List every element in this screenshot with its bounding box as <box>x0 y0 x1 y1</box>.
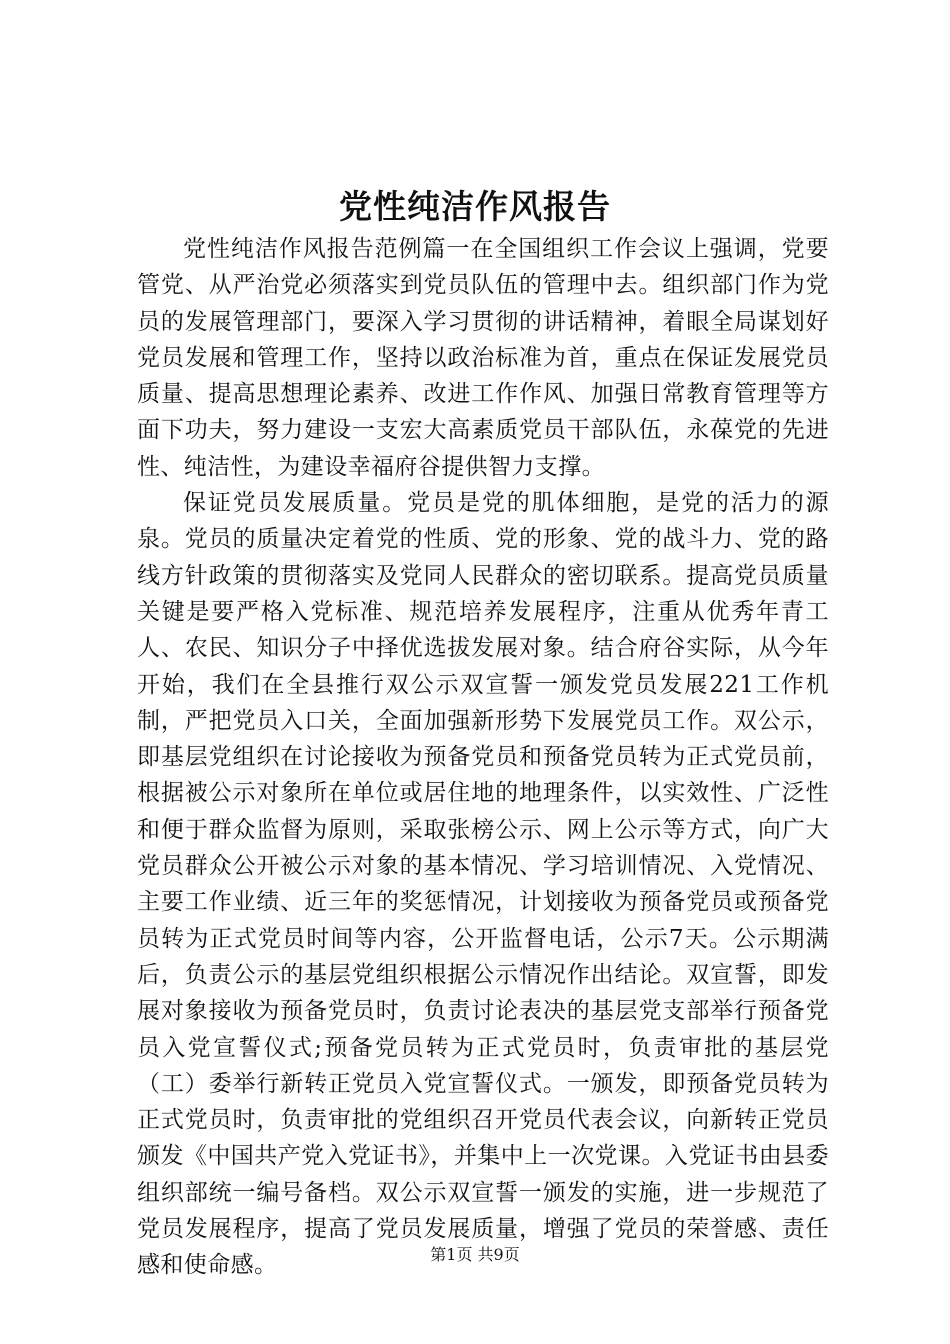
body-paragraph-2: 保证党员发展质量。党员是党的肌体细胞，是党的活力的源泉。党员的质量决定着党的性质、党的形象、党的战斗力、党的路线方针政策的贯彻落实及党同人民群众的密切联系。提高党员质量关键是要严格入党标准、规范培养发展程序，注重从优秀年青工人、农民、知识分子中择优选拔发展对象。结合府谷实际，从今年开始，我们在全县推行双公示双宣誓一颁发党员发展221工作机制，严把党员入口关，全面加强新形势下发展党员工作。双公示，即基层党组织在讨论接收为预备党员和预备党员转为正式党员前，根据被公示对象所在单位或居住地的地理条件，以实效性、广泛性和便于群众监督为原则，采取张榜公示、网上公示等方式，向广大党员群众公开被公示对象的基本情况、学习培训情况、入党情况、主要工作业绩、近三年的奖惩情况，计划接收为预备党员或预备党员转为正式党员时间等内容，公开监督电话，公示7天。公示期满后，负责公示的基层党组织根据公示情况作出结论。双宣誓，即发展对象接收为预备党员时，负责讨论表决的基层党支部举行预备党员入党宣誓仪式;预备党员转为正式党员时，负责审批的基层党（工）委举行新转正党员入党宣誓仪式。一颁发，即预备党员转为正式党员时，负责审批的党组织召开党员代表会议，向新转正党员颁发《中国共产党入党证书》，并集中上一次党课。入党证书由县委组织部统一编号备档。双公示双宣誓一颁发的实施，进一步规范了党员发展程序，提高了党员发展质量，增强了党员的荣誉感、责任感和使命感。 <box>137 490 829 1279</box>
document-title: 党性纯洁作风报告 <box>339 187 611 226</box>
document-body <box>137 231 829 1284</box>
page-footer: 第1页 共9页 <box>430 1245 520 1264</box>
body-paragraph-1: 党性纯洁作风报告范例篇一在全国组织工作会议上强调，党要管党、从严治党必须落实到党员队伍的管理中去。组织部门作为党员的发展管理部门，要深入学习贯彻的讲话精神，着眼全局谋划好党员发展和管理工作，坚持以政治标准为首，重点在保证发展党员质量、提高思想理论素养、改进工作作风、加强日常教育管理等方面下功夫，努力建设一支宏大高素质党员干部队伍，永葆党的先进性、纯洁性，为建设幸福府谷提供智力支撑。 <box>137 236 829 480</box>
